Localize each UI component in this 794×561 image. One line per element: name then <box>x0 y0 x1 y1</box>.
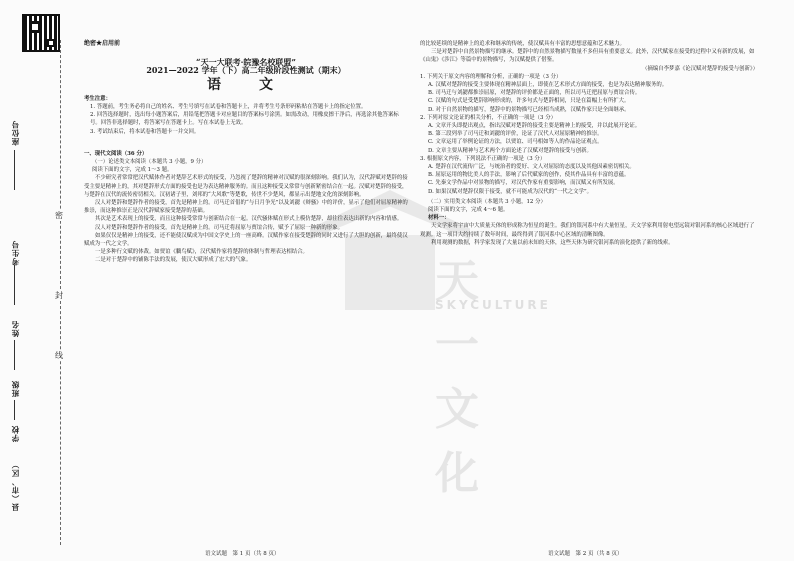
cut-char-1: 密 <box>55 211 63 220</box>
option: C. 汉赋的句式是受楚辞影响形成的，许多句式与楚辞相同，只是在篇幅上有所扩大。 <box>428 98 630 105</box>
option: A. 文章开头即提出观点，指出汉赋对楚辞的接受主要是精神上的接受，并以此展开论证。 <box>428 123 641 130</box>
cut-char-3: 线 <box>55 351 63 360</box>
option: C. 文章运用了举例论证的方法，以贾谊、司马相如等人的作品论证观点。 <box>428 139 603 146</box>
left-column <box>84 40 408 265</box>
watermark-cn: 天一文化 <box>435 256 479 499</box>
question-1: 1. 下列关于原文内容的理解和分析，正确的一项是（3 分） <box>420 73 562 80</box>
qr-code-icon <box>22 14 60 52</box>
subject-title: 语 文 <box>207 76 285 93</box>
option: C. 先秦文学作品中对景物的描写，对汉代作家有重要影响，而汉赋又有所发展。 <box>428 180 619 187</box>
passage-continued: 的比较延续的是精神上的追求和继承的传统，使汉赋具有丰富的思想意蕴和艺术魅力。 <box>420 41 625 47</box>
cut-char-2: 封 <box>55 291 63 300</box>
seat-no-label: 座位号 <box>11 120 20 146</box>
class-label: 班级 <box>11 380 20 397</box>
passage-para: 天文学家将宇宙中大质量天体的形成称为恒星的诞生。我们的银河系中有大量恒星，天文学家利用射电望远镜对银河系的核心区域进行了观测。这一项目大约持续了数年时间，最终得到了银河系中心区域的清晰图像。 <box>420 223 755 238</box>
option: A. 楚辞在汉代流传广泛，与统治者的爱好、文人对屈原的态度以及其他因素密切相关。 <box>428 164 635 171</box>
option: D. 文章主要从精神与艺术两个方面论述了汉赋对楚辞的接受与创新。 <box>428 147 592 154</box>
watermark-en: SKYCULTURE <box>435 298 551 312</box>
passage-para: 一是多种行文赋的体裁。如贾谊《鵩鸟赋》，汉代赋作家将楚辞的体制与哲理表达相结合。 <box>95 249 308 256</box>
option: B. 屈原运用的物比美人的手法，影响了后代赋家的创作，使其作品具有丰富的意蕴。 <box>428 172 630 179</box>
notice-item: 2. 回答选择题时，选出每小题答案后，用铅笔把答题卡对应题目的答案标号涂黑。如需改动，用橡皮擦干净后，再选涂其他答案标号。回答非选择题时，将答案写在答题卡上。写在本试卷上无效。 <box>90 112 399 127</box>
question-2: 2. 下列对原文论证的相关分析，不正确的一项是（3 分） <box>420 114 556 121</box>
passage-para: 如果仅仅是精神上的接受，还不能使汉赋成为中国文学史上的一座高峰。汉赋作家在接受楚辞的同时又进行了大胆的创新，最终使汉赋成为一代之文学。 <box>84 232 408 248</box>
secret-label: 绝密★启用前 <box>84 40 121 47</box>
option: B. 第三段列举了司马迁和刘勰的评价，论证了汉代人对屈原精神的推崇。 <box>428 131 603 138</box>
passage-para: 三是对楚辞中自然景物描写的继承。楚辞中的自然景物描写数量不多但具有重要意义。此外，汉代赋家在接受的过程中又有新的发展，如《山鬼》《涉江》等篇中的景物描写，为汉赋提供了借鉴。 <box>420 49 755 64</box>
section1-instr: 阅读下面的文字，完成 1～3 题。 <box>92 167 173 174</box>
option: B. 司马迁与刘勰都推崇屈原，对楚辞的评价都是正面的，所以司马迁把屈原与贾谊合传。 <box>428 90 641 97</box>
passage-para: 二是对于楚辞中的铺陈手法的发展，使汉大赋形成了宏大的气象。 <box>95 257 252 264</box>
binding-strip <box>0 0 70 561</box>
notice-heading: 考生注意： <box>84 95 111 102</box>
exam-no-label: 考生号 <box>11 240 20 266</box>
passage-para: 汉人对楚辞和楚辞作者的接受，首先是精神上的。司马迁将屈原与贾谊合传，赋予了屈原一种新的形象。 <box>95 224 343 231</box>
question-3: 3. 根据原文内容，下列说法不正确的一项是（3 分） <box>420 155 546 162</box>
notice-item: 1. 答题前，考生务必将自己的姓名、考生号填写在试卷和答题卡上，并将考生号条形码粘贴在答题卡上的指定位置。 <box>90 104 367 111</box>
material-label: 材料一： <box>428 215 450 222</box>
passage-para: 其次是艺术表现上的接受，而且这种接受常常与创新结合在一起。汉代骚体赋在形式上模仿楚辞，却往往表达出新的内容和情感。 <box>95 216 403 223</box>
name-label: 姓名 <box>11 320 20 337</box>
exam-title: “天一大联考·皖豫名校联盟” <box>196 57 296 68</box>
notice-item: 3. 考试结束后，将本试卷和答题卡一并交回。 <box>90 128 200 135</box>
section1-sub1: （一）论述类文本阅读（本题共 3 小题，9 分） <box>92 159 207 166</box>
option: A. 汉赋对楚辞的接受主要体现在精神层面上，即使在艺术形式方面的接受，也是为表达精神服务的。 <box>428 82 668 89</box>
school-label: 学校 <box>11 425 20 442</box>
right-column <box>420 40 758 247</box>
district-label: 县（市、区） <box>11 460 20 511</box>
section1-instr2: 阅读下面的文字，完成 4～6 题。 <box>428 207 509 214</box>
section1-sub2: （二）实用类文本阅读（本题共 3 小题，12 分） <box>428 198 546 205</box>
source-note: （摘编自李梦嘉《论汉赋对楚辞的接受与创新》） <box>642 65 758 72</box>
page-footer-right: 语文试题 第 2 页（共 8 页） <box>548 551 623 557</box>
notice-block <box>84 95 408 136</box>
page-footer-left: 语文试题 第 1 页（共 8 页） <box>205 551 280 557</box>
passage-para: 利用观测的数据，科学家发现了大量以前未知的天体，这些天体为研究银河系的演化提供了新的线索。 <box>431 239 674 246</box>
exam-subtitle: 2021—2022 学年（下）高二年级阶段性测试（期末） <box>146 65 346 76</box>
option: D. 对于自然景物的描写，楚辞中的景物描写已经相当成熟，汉赋作家只是全面继承。 <box>428 106 630 113</box>
passage-para: 汉人对楚辞和楚辞作者的接受，首先是精神上的。司马迁首倡的“与日月争光”以及刘勰《辩骚》中的评价，显示了他们对屈原精神的推崇，而这种推崇正是汉代辞赋家接受楚辞的基础。 <box>84 200 408 215</box>
passage-para: 不少研究者常常把汉代赋体作者对楚辞艺术形式的接受，乃忽视了楚辞的精神对汉赋的很深刻影响。我们认为，汉代辞赋对楚辞的接受主要是精神上的，其对楚辞形式方面的接受也是为表达精神服务的。而且这种接受又常常与创新紧密结合在一起。汉赋对楚辞的接受，与楚辞在汉代的流传密切相关。汉初诸子里，刘邦的“大风歌”等楚歌，传世不少楚风，都显示出楚地文化的深刻影响。 <box>84 175 408 198</box>
option: D. 如果汉赋对楚辞仅限于接受，就不可能成为汉代的“一代之文学”。 <box>428 188 593 195</box>
section1-heading: 一、现代文阅读（36 分） <box>84 150 148 157</box>
